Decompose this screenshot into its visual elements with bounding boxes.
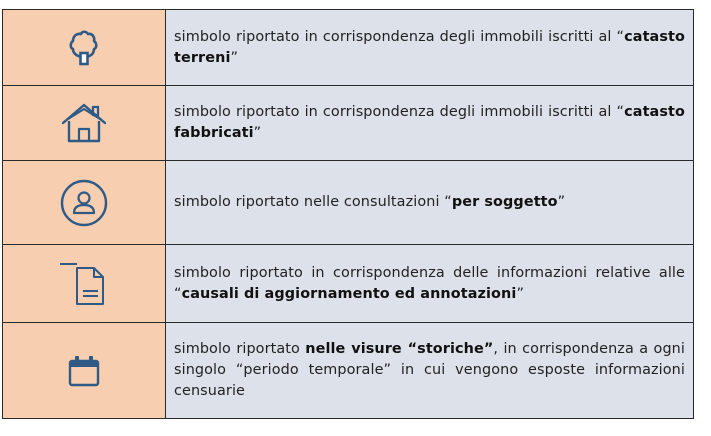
description-bold-text: catasto terreni xyxy=(174,28,685,66)
description-text-end: , in corrispondenza a ogni singolo “periodo temporale” in cui vengono esposte informazioni censuarie xyxy=(174,341,685,399)
legend-row-per-soggetto xyxy=(3,161,694,245)
legend-row-causali-aggiornamento xyxy=(3,245,694,323)
legend-description xyxy=(166,323,694,419)
tree-icon xyxy=(3,28,165,68)
description-text-end: ” xyxy=(516,285,524,302)
legend-description xyxy=(166,10,694,86)
legend-row-catasto-terreni xyxy=(3,10,694,86)
document-icon xyxy=(3,260,165,308)
description-text-end: ” xyxy=(557,194,566,210)
icon-cell xyxy=(3,323,166,419)
description-text: simbolo riportato in corrispondenza delle informazioni relative alle “ xyxy=(174,264,685,302)
description-text: simbolo riportato nelle consultazioni “ xyxy=(174,194,452,210)
person-circle-icon xyxy=(3,178,165,228)
icon-cell xyxy=(3,245,166,323)
legend-row-catasto-fabbricati xyxy=(3,86,694,161)
icon-cell xyxy=(3,86,166,161)
description-text: simbolo riportato in corrispondenza degli immobili iscritti al “ xyxy=(174,28,625,45)
description-bold-text: per soggetto xyxy=(451,194,558,210)
house-icon xyxy=(3,102,165,144)
description-text: simbolo riportato in corrispondenza degli immobili iscritti al “ xyxy=(174,104,625,120)
icon-cell xyxy=(3,10,166,86)
description-text: simbolo riportato xyxy=(174,341,306,357)
description-bold-text: nelle visure “storiche” xyxy=(305,341,494,357)
legend-description xyxy=(166,161,694,245)
calendar-icon xyxy=(3,353,165,389)
description-bold-text: causali di aggiornamento ed annotazioni xyxy=(181,285,517,302)
symbol-legend-table xyxy=(2,9,694,419)
icon-cell xyxy=(3,161,166,245)
legend-description xyxy=(166,86,694,161)
legend-description xyxy=(166,245,694,323)
description-text-end: ” xyxy=(230,49,239,66)
description-bold-text: catasto fabbricati xyxy=(174,104,685,141)
legend-row-visure-storiche xyxy=(3,323,694,419)
description-text-end: ” xyxy=(253,125,262,141)
